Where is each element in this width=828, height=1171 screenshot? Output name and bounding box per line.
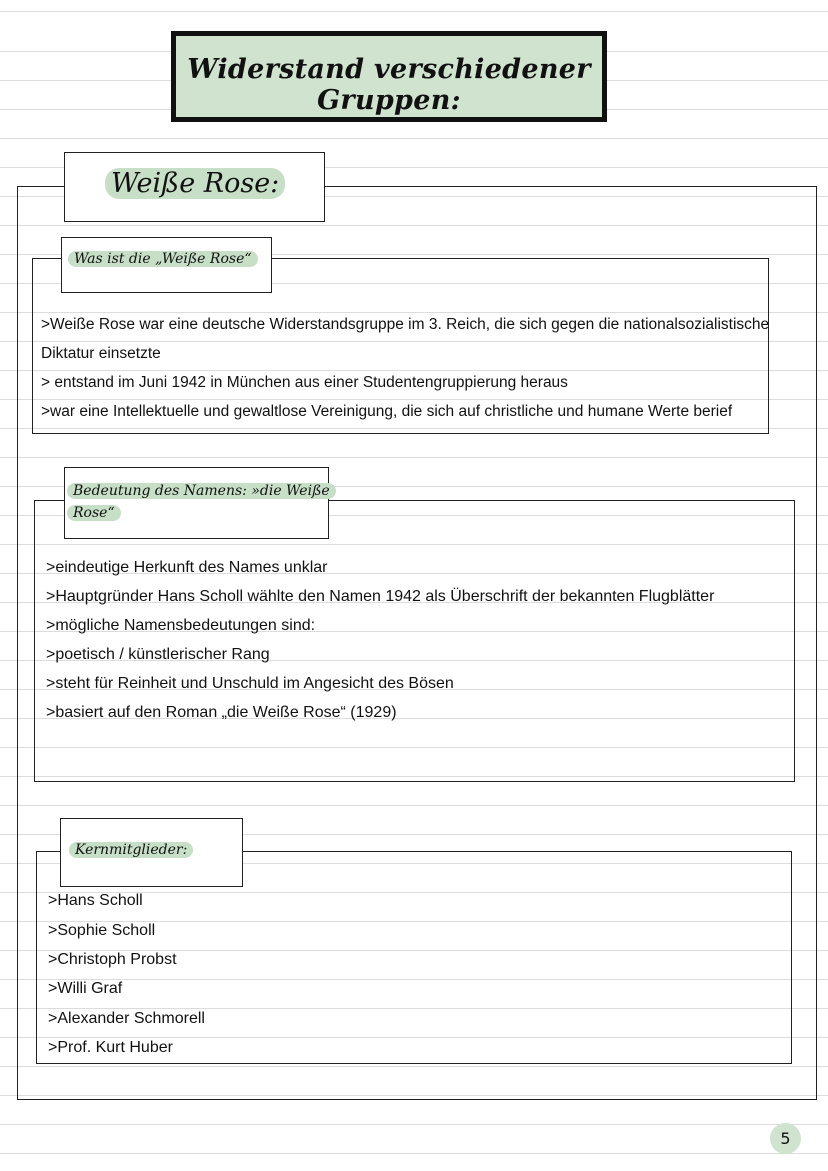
text-line: Diktatur einsetzte [41, 345, 161, 362]
text-line: >Prof. Kurt Huber [48, 1039, 173, 1056]
box-bedeutung-tab [64, 467, 329, 539]
text-line: >poetisch / künstlerischer Rang [46, 646, 270, 663]
text-line: >Willi Graf [48, 980, 123, 997]
text-line: >Alexander Schmorell [48, 1010, 205, 1027]
section-title-tab [64, 152, 325, 222]
text-line: >eindeutige Herkunft des Names unklar [46, 559, 328, 576]
box-was-ist-heading: Was ist die „Weiße Rose“ [68, 251, 258, 267]
text-line: >Hauptgründer Hans Scholl wählte den Namen 1942 als Überschrift der bekannten Flugblätter [46, 588, 715, 605]
text-line: >Hans Scholl [48, 892, 143, 909]
box-kern-tab [60, 818, 243, 887]
text-line: > entstand im Juni 1942 in München aus einer Studentengruppierung heraus [41, 374, 568, 391]
box-was-ist-tab [61, 237, 272, 293]
page-title: Widerstand verschiedener Gruppen: [187, 54, 591, 116]
section-title: Weiße Rose: [105, 168, 285, 199]
text-line: >war eine Intellektuelle und gewaltlose Vereinigung, die sich auf christliche und humane Werte berief [41, 403, 733, 420]
page-number: 5 [770, 1123, 801, 1154]
text-line: >Sophie Scholl [48, 922, 156, 939]
text-line: >Weiße Rose war eine deutsche Widerstandsgruppe im 3. Reich, die sich gegen die nationalsozialistische [41, 316, 770, 333]
text-line: >steht für Reinheit und Unschuld im Angesicht des Bösen [46, 675, 454, 692]
text-line: >basiert auf den Roman „die Weiße Rose“ (1929) [46, 704, 397, 721]
page-title-box [171, 31, 607, 122]
text-line: >mögliche Namensbedeutungen sind: [46, 617, 316, 634]
box-kern-heading: Kernmitglieder: [69, 842, 193, 858]
box-bedeutung-heading-line2: Rose“ [67, 505, 121, 521]
text-line: >Christoph Probst [48, 951, 177, 968]
box-bedeutung-heading-line1: Bedeutung des Namens: »die Weiße [67, 483, 336, 499]
